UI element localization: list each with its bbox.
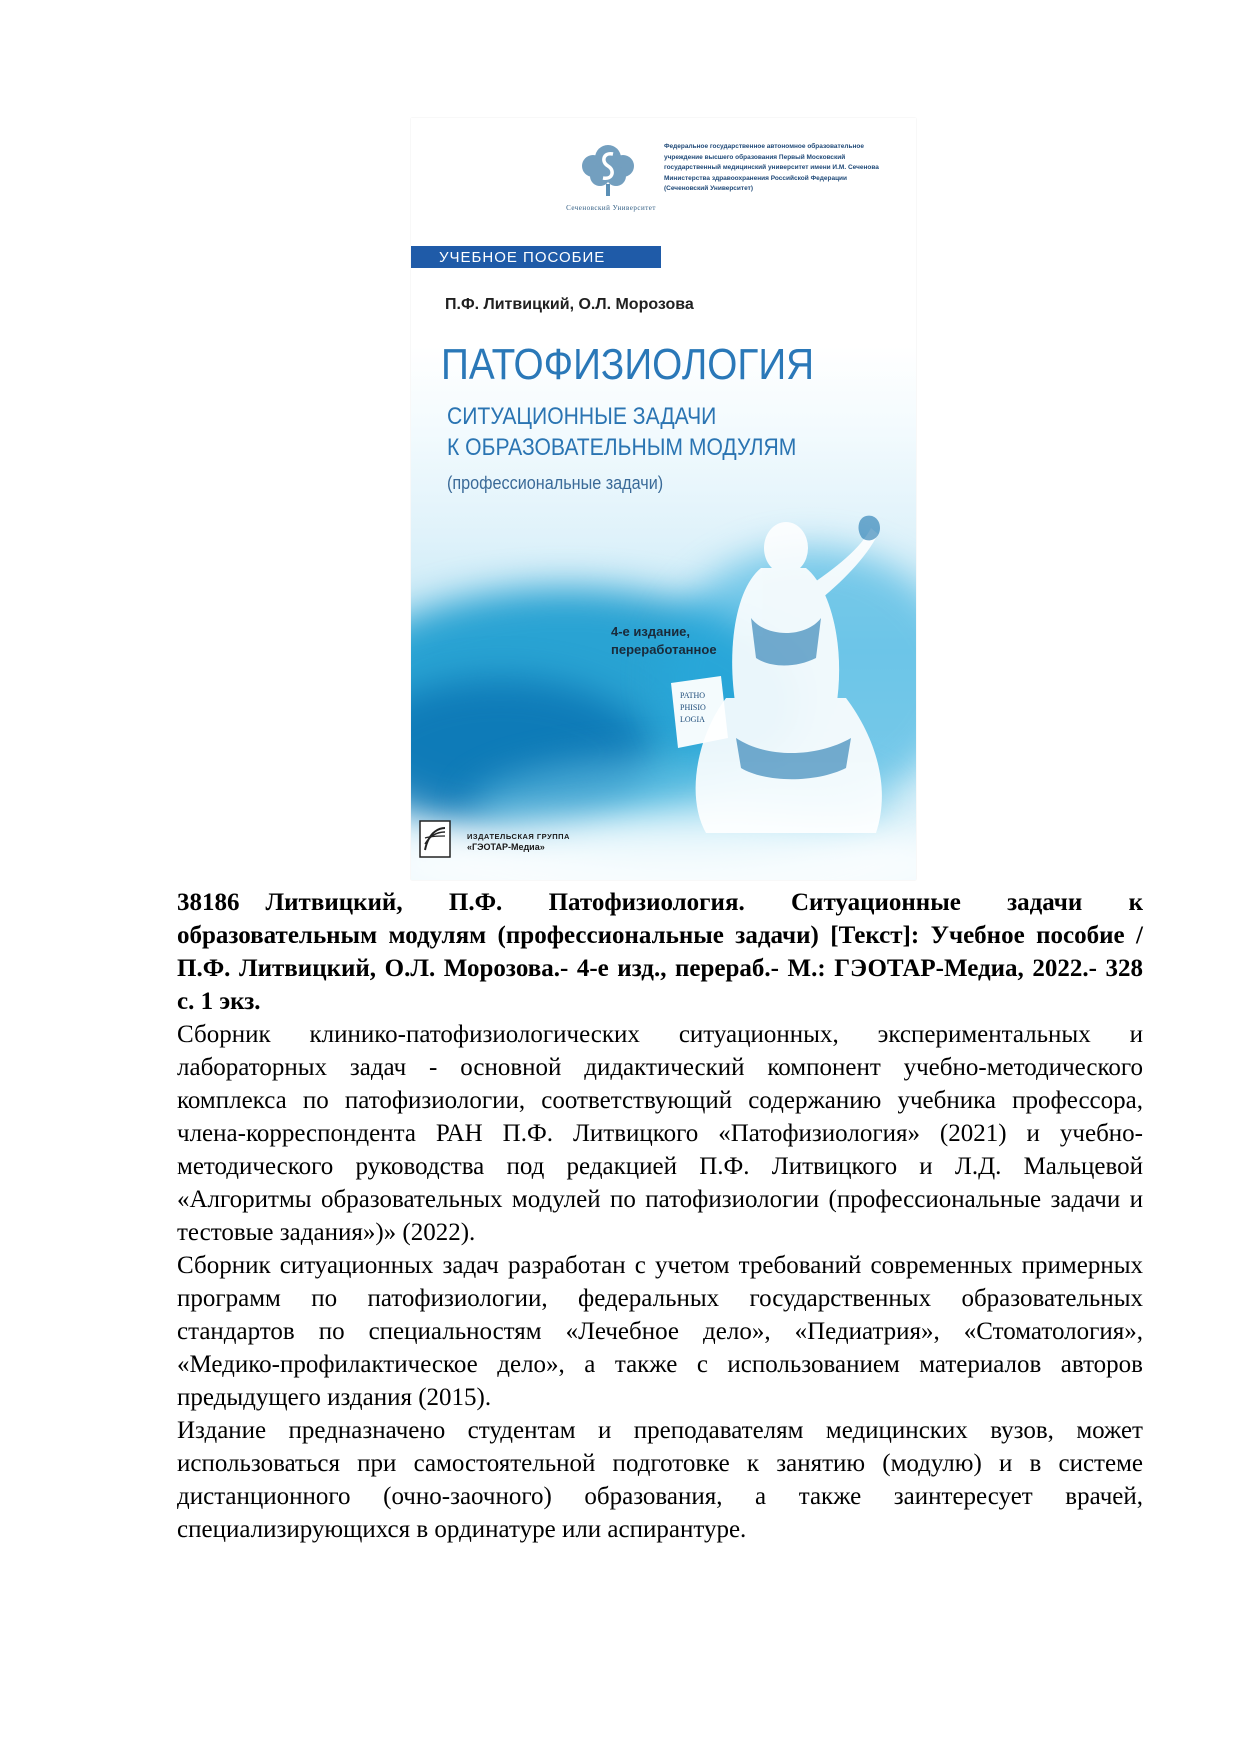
publisher-group: ИЗДАТЕЛЬСКАЯ ГРУППА bbox=[467, 832, 570, 841]
catalog-record bbox=[177, 886, 1143, 1546]
abstract-paragraph: Сборник ситуационных задач разработан с учетом требований современных примерных программ по патофизиологии, федеральных государственных образовательных стандартов по специальностям «Лечебное дело», «Педиатрия», «Стоматология», «Медико-профилактическое дело», а также с использованием материалов авторов предыдущего издания (2015). bbox=[177, 1252, 1143, 1411]
cover-subtitle-note: (профессиональные задачи) bbox=[447, 473, 664, 493]
university-name: Сеченовский Университет bbox=[566, 204, 656, 212]
cover-edition: 4-е издание, переработанное bbox=[611, 624, 717, 657]
university-description: Федеральное государственное автономное образовательное учреждение высшего образования Первый Московский государственный медицинский университет имени И.М. Сеченова Министерства здравоохранения Российской Федерации (Сеченовский Университет) bbox=[664, 143, 879, 192]
publisher-mark bbox=[419, 820, 619, 860]
cover-subtitle: СИТУАЦИОННЫЕ ЗАДАЧИ bbox=[447, 403, 717, 430]
university-tree-logo-icon bbox=[573, 140, 643, 200]
book-cover bbox=[411, 118, 916, 880]
scroll-text: PHISIO bbox=[680, 703, 706, 712]
scroll-text: LOGIA bbox=[680, 715, 705, 724]
cover-title: ПАТОФИЗИОЛОГИЯ bbox=[441, 340, 815, 389]
record-number: 38186 bbox=[177, 889, 240, 916]
cover-authors: П.Ф. Литвицкий, О.Л. Морозова bbox=[445, 296, 694, 313]
cover-subtitle: К ОБРАЗОВАТЕЛЬНЫМ МОДУЛЯМ bbox=[447, 434, 797, 461]
allegorical-figure-illustration bbox=[666, 508, 906, 838]
bibliographic-description: Литвицкий, П.Ф. Патофизиология. Ситуационные задачи к образовательным модулям (профессиональные задачи) [Текст]: Учебное пособие /П.Ф. Литвицкий, О.Л. Морозова.- 4-е изд., перераб.- М.: ГЭОТАР-Медиа, 2022.- 328 с. 1 экз. bbox=[177, 889, 1143, 1015]
publisher-name: «ГЭОТАР-Медиа» bbox=[467, 842, 545, 852]
publisher-logo-icon bbox=[419, 820, 451, 858]
abstract-paragraph: Сборник клинико-патофизиологических ситуационных, экспериментальных и лабораторных задач - основной дидактический компонент учебно-методического комплекса по патофизиологии, соответствующий содержанию учебника профессора, члена-корреспондента РАН П.Ф. Литвицкого «Патофизиология» (2021) и учебно-методического руководства под редакцией П.Ф. Литвицкого и Л.Д. Мальцевой «Алгоритмы образовательных модулей по патофизиологии (профессиональные задачи и тестовые задания»)» (2022). bbox=[177, 1021, 1143, 1246]
series-banner bbox=[411, 246, 661, 268]
abstract-paragraph: Издание предназначено студентам и преподавателям медицинских вузов, может использоваться при самостоятельной подготовке к занятию (модулю) и в системе дистанционного (очно-заочного) образования, а также заинтересует врачей, специализирующихся в ординатуре или аспирантуре. bbox=[177, 1417, 1143, 1543]
series-label: УЧЕБНОЕ ПОСОБИЕ bbox=[439, 249, 606, 266]
bibliographic-entry bbox=[177, 886, 1143, 1018]
abstract bbox=[177, 1018, 1143, 1546]
scroll-text: PATHO bbox=[680, 691, 706, 700]
